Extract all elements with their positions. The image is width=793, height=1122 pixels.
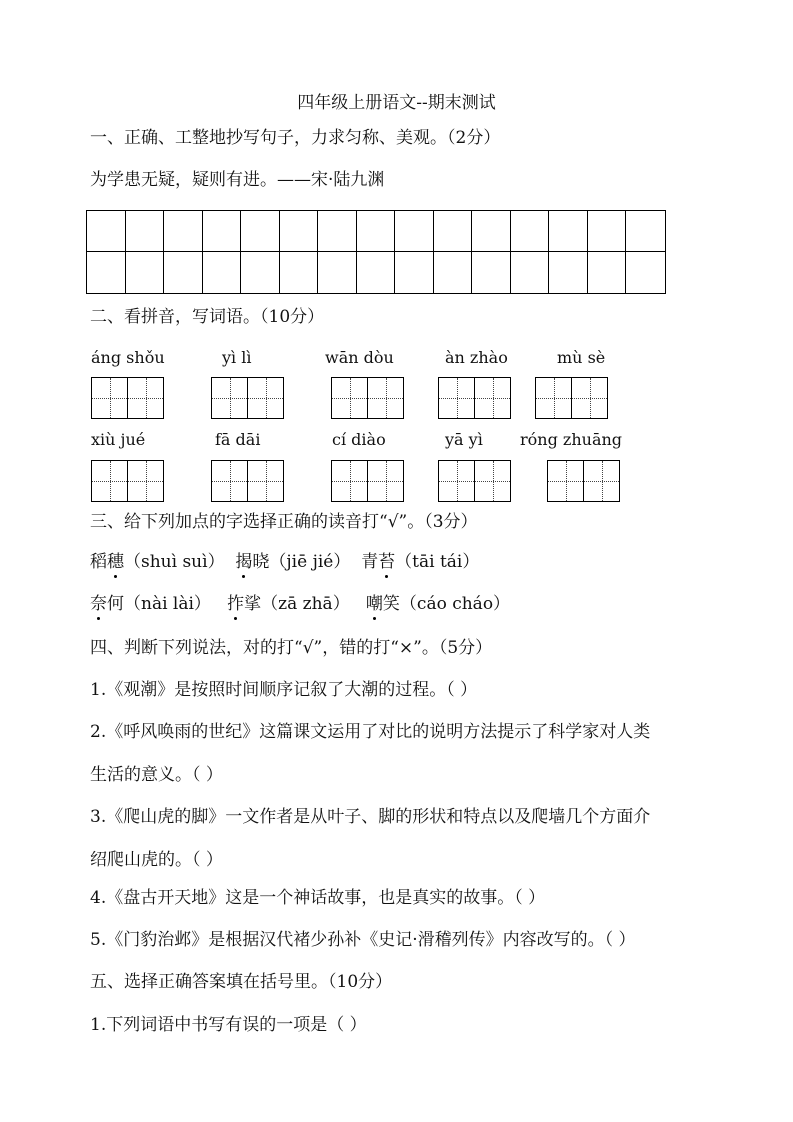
grid-cell[interactable] <box>511 252 550 293</box>
judge-line: 1.《观潮》是按照时间顺序记叙了大潮的过程。（ ） <box>90 680 478 700</box>
pinyin-label: áng shǒu <box>91 348 165 367</box>
section-2-heading: 二、看拼音，写词语。（10分） <box>90 307 325 327</box>
grid-cell[interactable] <box>549 211 588 252</box>
pinyin-label: xiù jué <box>91 430 146 449</box>
grid-cell[interactable] <box>280 211 319 252</box>
grid-cell[interactable] <box>126 252 165 293</box>
judge-line: 绍爬山虎的。（ ） <box>90 850 223 870</box>
section-4-heading: 四、判断下列说法，对的打“√”，错的打“×”。（5分） <box>90 638 493 658</box>
tianzi-box[interactable] <box>331 377 404 419</box>
grid-cell[interactable] <box>126 211 165 252</box>
copy-sentence: 为学患无疑，疑则有进。——宋·陆九渊 <box>90 170 385 190</box>
pinyin-label: yā yì <box>445 430 483 449</box>
tianzi-box[interactable] <box>547 460 620 502</box>
pinyin-label: àn zhào <box>445 348 508 367</box>
reading-row-2: 奈何（nài lài） 拃挲（zā zhā） 嘲笑（cáo cháo） <box>90 594 511 614</box>
grid-cell[interactable] <box>164 211 203 252</box>
grid-cell[interactable] <box>241 211 280 252</box>
judge-line: 4.《盘古开天地》这是一个神话故事，也是真实的故事。（ ） <box>90 888 546 908</box>
grid-cell[interactable] <box>588 211 627 252</box>
judge-line: 生活的意义。（ ） <box>90 765 223 785</box>
grid-cell[interactable] <box>164 252 203 293</box>
grid-cell[interactable] <box>203 211 242 252</box>
grid-cell[interactable] <box>511 211 550 252</box>
grid-cell[interactable] <box>357 252 396 293</box>
section-5-heading: 五、选择正确答案填在括号里。（10分） <box>90 972 393 992</box>
pinyin-label: cí diào <box>332 430 386 449</box>
writing-grid[interactable] <box>86 210 666 294</box>
page-title: 四年级上册语文--期末测试 <box>297 93 496 113</box>
tianzi-box[interactable] <box>91 377 164 419</box>
tianzi-box[interactable] <box>535 377 608 419</box>
grid-cell[interactable] <box>588 252 627 293</box>
grid-cell[interactable] <box>87 252 126 293</box>
grid-cell[interactable] <box>626 211 665 252</box>
grid-cell[interactable] <box>87 211 126 252</box>
tianzi-box[interactable] <box>91 460 164 502</box>
judge-line: 2.《呼风唤雨的世纪》这篇课文运用了对比的说明方法提示了科学家对人类 <box>90 722 651 742</box>
tianzi-box[interactable] <box>211 377 284 419</box>
tianzi-box[interactable] <box>331 460 404 502</box>
grid-cell[interactable] <box>434 211 473 252</box>
tianzi-box[interactable] <box>438 460 511 502</box>
question-1: 1.下列词语中书写有误的一项是（ ） <box>90 1015 367 1035</box>
judge-line: 5.《门豹治邺》是根据汉代褚少孙补《史记·滑稽列传》内容改写的。（ ） <box>90 930 636 950</box>
tianzi-box[interactable] <box>438 377 511 419</box>
section-1-heading: 一、正确、工整地抄写句子，力求匀称、美观。（2分） <box>90 128 501 148</box>
grid-cell[interactable] <box>203 252 242 293</box>
pinyin-label: wān dòu <box>325 348 394 367</box>
section-3-heading: 三、给下列加点的字选择正确的读音打“√”。（3分） <box>90 512 478 532</box>
grid-cell[interactable] <box>395 211 434 252</box>
pinyin-label: mù sè <box>557 348 606 367</box>
grid-cell[interactable] <box>280 252 319 293</box>
grid-cell[interactable] <box>434 252 473 293</box>
grid-cell[interactable] <box>318 211 357 252</box>
pinyin-label: fā dāi <box>215 430 261 449</box>
reading-row-1: 稻穗（shuì suì） 揭晓（jiē jié） 青苔（tāi tái） <box>90 552 480 572</box>
judge-line: 3.《爬山虎的脚》一文作者是从叶子、脚的形状和特点以及爬墙几个方面介 <box>90 807 651 827</box>
pinyin-label: yì lì <box>222 348 252 367</box>
grid-cell[interactable] <box>318 252 357 293</box>
grid-cell[interactable] <box>395 252 434 293</box>
grid-cell[interactable] <box>549 252 588 293</box>
grid-cell[interactable] <box>472 211 511 252</box>
pinyin-label: róng zhuāng <box>520 430 623 449</box>
grid-cell[interactable] <box>472 252 511 293</box>
grid-cell[interactable] <box>357 211 396 252</box>
grid-cell[interactable] <box>626 252 665 293</box>
tianzi-box[interactable] <box>211 460 284 502</box>
grid-cell[interactable] <box>241 252 280 293</box>
